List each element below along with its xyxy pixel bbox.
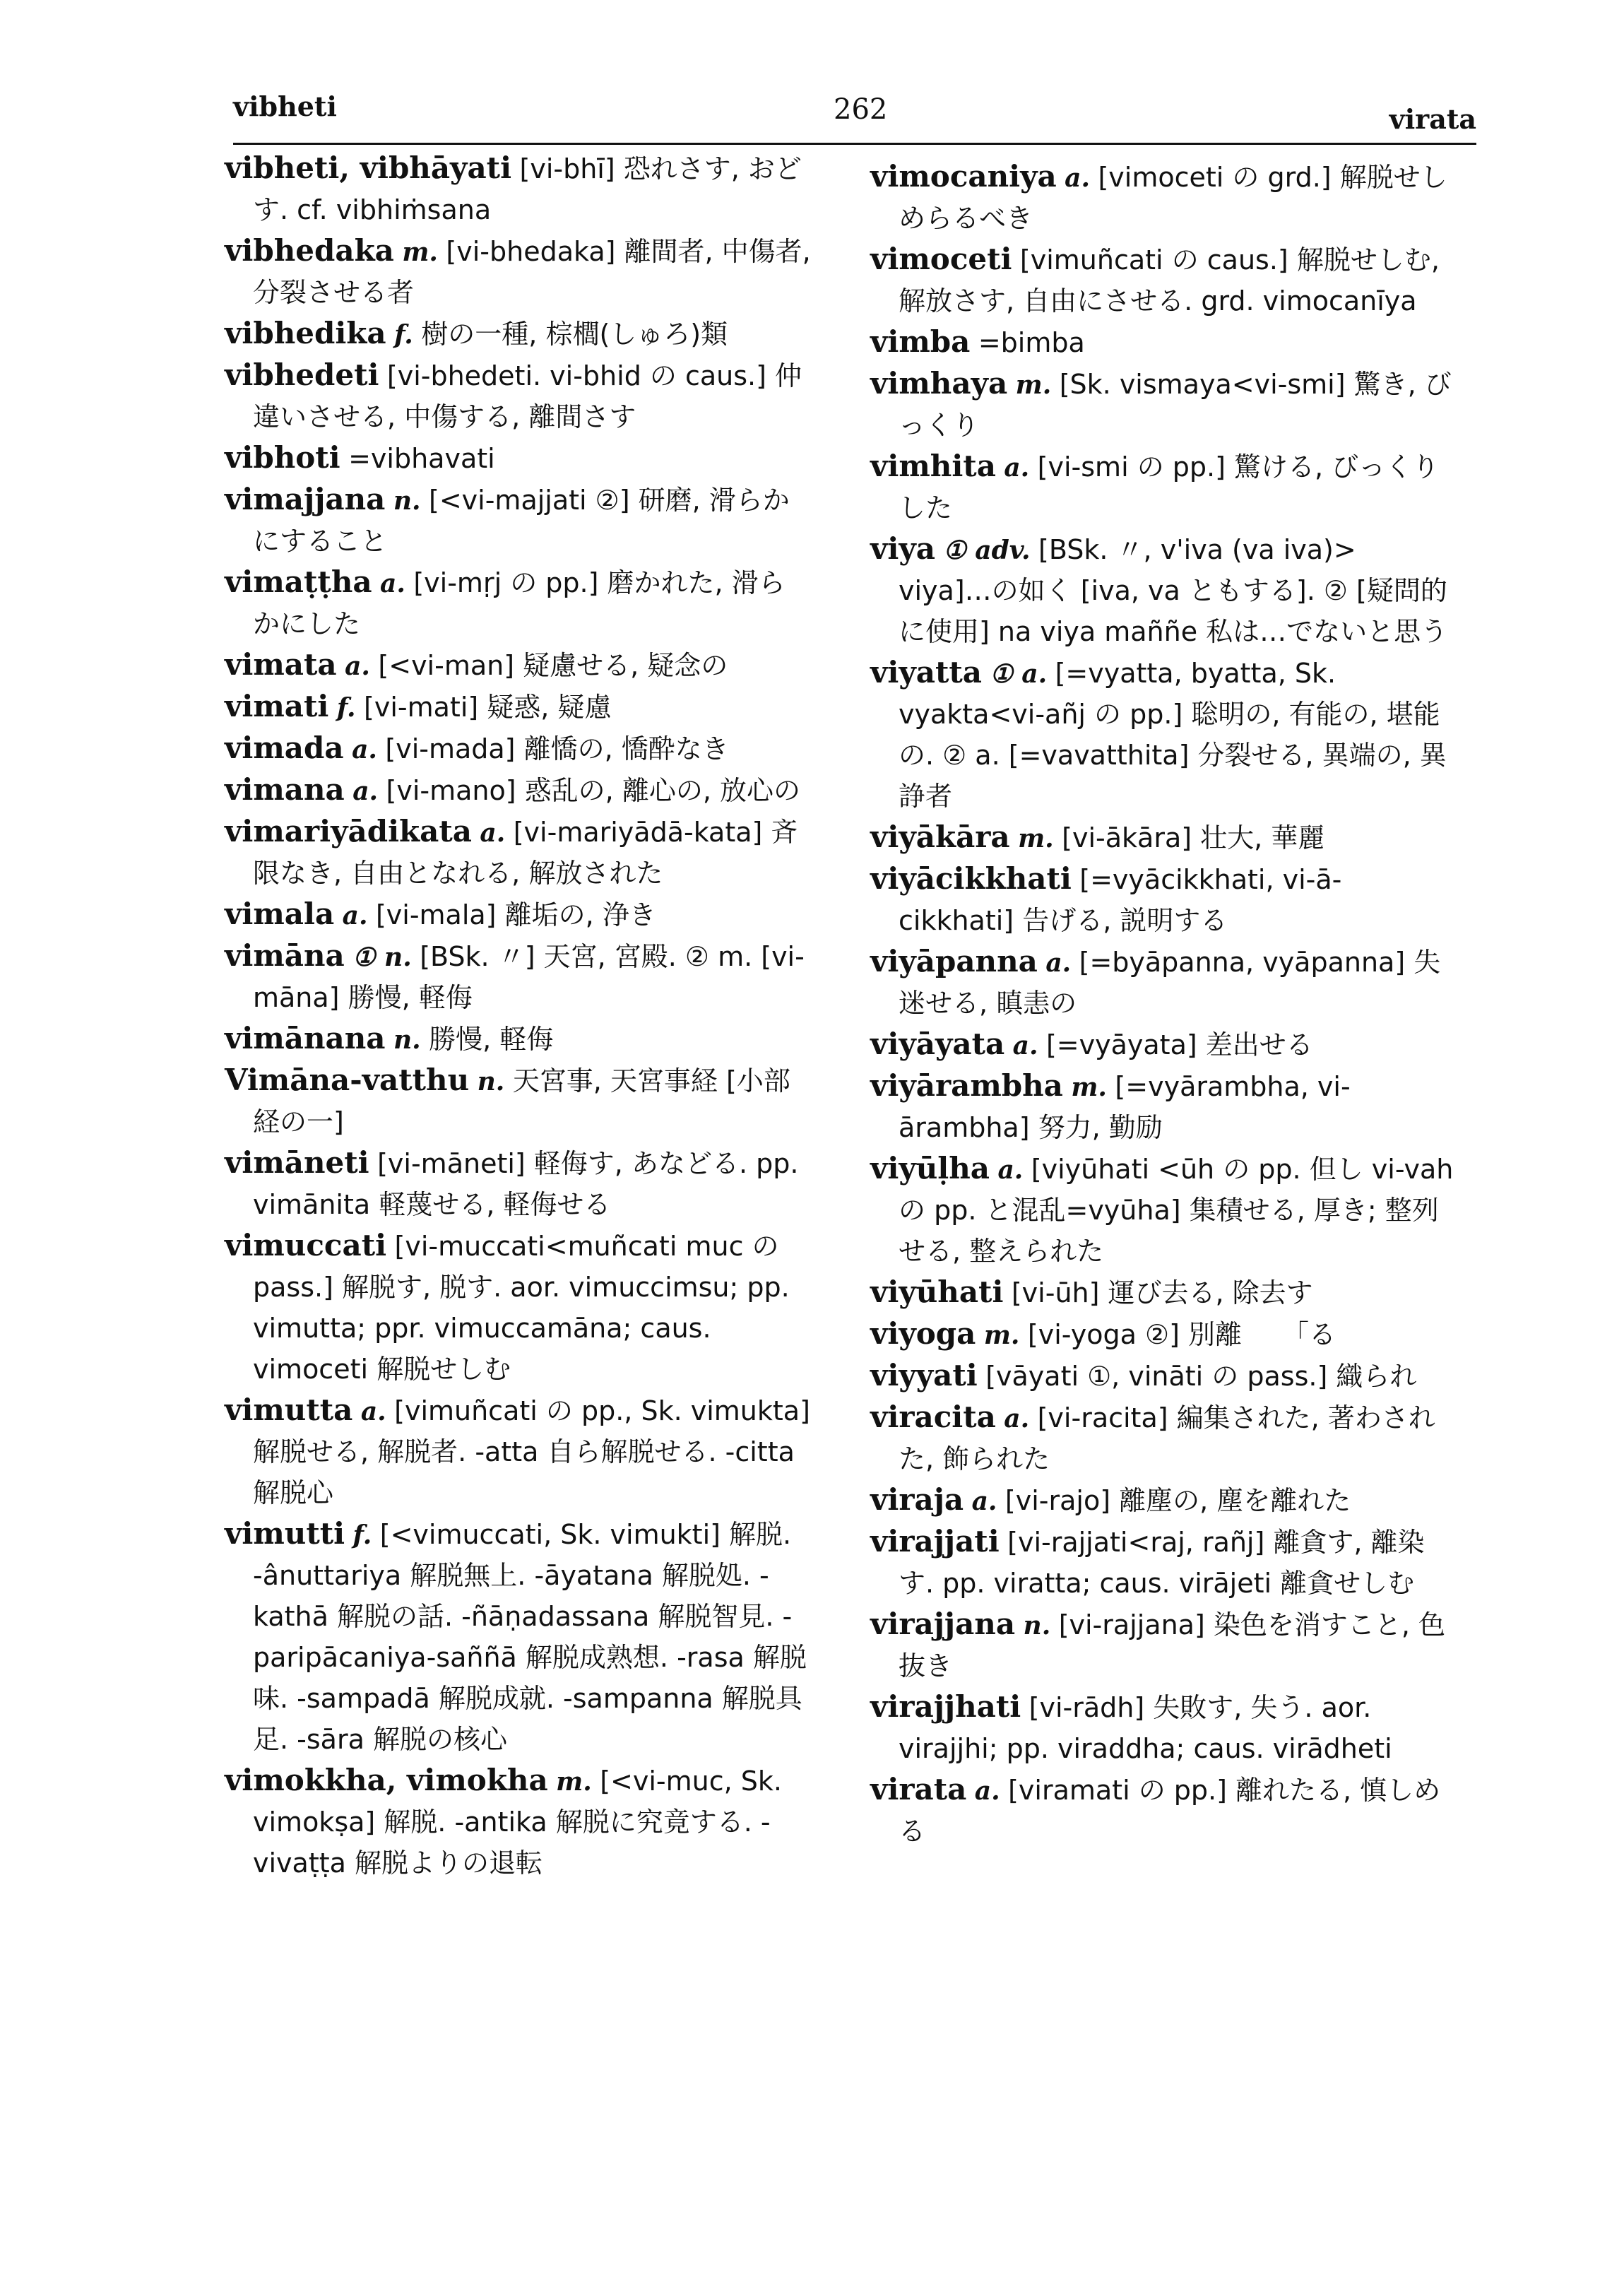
entry-headword: vimaṭṭha bbox=[225, 564, 372, 599]
entry-headword: vimoceti bbox=[870, 242, 1012, 276]
left-column bbox=[225, 148, 811, 1884]
entry-headword: vimānana bbox=[225, 1021, 386, 1056]
dictionary-entry bbox=[870, 1272, 1457, 1314]
header-rule bbox=[233, 143, 1476, 145]
entry-headword: vimāna bbox=[225, 938, 345, 973]
entry-headword: vimutti bbox=[225, 1516, 345, 1551]
entry-definition: [vi-ūh] 運び去る, 除去す bbox=[1011, 1277, 1313, 1308]
entry-definition: [=byāpanna, vyāpanna] 失迷せる, 瞋恚の bbox=[899, 947, 1441, 1019]
entry-headword: vibhedeti bbox=[225, 357, 379, 392]
dictionary-entry bbox=[225, 728, 811, 770]
entry-headword: viyārambha bbox=[870, 1068, 1063, 1103]
entry-grammar: a. bbox=[345, 651, 370, 681]
entry-grammar: n. bbox=[393, 1025, 421, 1055]
entry-grammar: a. bbox=[1004, 453, 1030, 483]
entry-definition: [vi-mariyādā-kata] 斉限なき, 自由となれる, 解放された bbox=[253, 817, 798, 889]
entry-headword: viyāpanna bbox=[870, 944, 1038, 979]
entry-grammar: m. bbox=[1071, 1072, 1107, 1102]
entry-definition: [=vyārambha, vi-ārambha] 努力, 勤励 bbox=[899, 1071, 1351, 1143]
entry-headword: vimada bbox=[225, 731, 344, 765]
entry-definition: [vi-mṛj の pp.] 磨かれた, 滑らかにした bbox=[253, 567, 786, 639]
dictionary-entry bbox=[225, 1143, 811, 1226]
entry-definition: [viramati の pp.] 離れたる, 慎しめる bbox=[899, 1775, 1441, 1847]
entry-definition: 勝慢, 軽侮 bbox=[429, 1024, 554, 1055]
entry-definition: [vi-ākāra] 壮大, 華麗 bbox=[1062, 822, 1325, 853]
dictionary-entry bbox=[225, 1019, 811, 1060]
entry-definition: [<vi-man] 疑慮せる, 疑念の bbox=[378, 650, 728, 681]
entry-definition: [BSk. 〃] 天宮, 宮殿. ② m. [vi-māna] 勝慢, 軽侮 bbox=[253, 941, 805, 1013]
dictionary-entry bbox=[870, 1480, 1457, 1522]
dictionary-entry bbox=[225, 355, 811, 438]
entry-definition: [vāyati ①, vināti の pass.] 織られ bbox=[985, 1361, 1417, 1392]
dictionary-entry bbox=[225, 645, 811, 687]
entry-definition: =vibhavati bbox=[348, 443, 495, 474]
entry-definition: [vimuñcati の caus.] 解脱せしむ, 解放さす, 自由にさせる. grd. vimocanīya bbox=[899, 244, 1440, 317]
entry-definition: [vi-smi の pp.] 驚ける, びっくりした bbox=[899, 451, 1440, 524]
entry-grammar: a. bbox=[997, 1155, 1024, 1185]
entry-headword: vimutta bbox=[225, 1393, 353, 1427]
dictionary-entry bbox=[225, 894, 811, 936]
entry-headword: virajjhati bbox=[870, 1689, 1021, 1724]
entry-headword: vibhoti bbox=[225, 440, 340, 475]
entry-headword: vimba bbox=[870, 324, 971, 359]
dictionary-entry bbox=[870, 1314, 1457, 1356]
entry-definition: [vi-mala] 離垢の, 浄き bbox=[375, 899, 656, 930]
dictionary-entry bbox=[870, 942, 1457, 1024]
dictionary-entry bbox=[870, 1604, 1457, 1687]
entry-grammar: a. bbox=[380, 569, 405, 598]
dictionary-entry bbox=[225, 1226, 811, 1390]
entry-definition: [vimuñcati の pp., Sk. vimukta] 解脱せる, 解脱者. -atta 自ら解脱せる. -citta 解脱心 bbox=[253, 1395, 810, 1508]
dictionary-entry bbox=[225, 231, 811, 314]
entry-headword: viyūhati bbox=[870, 1275, 1004, 1309]
entry-headword: viyācikkhati bbox=[870, 861, 1072, 896]
entry-grammar: a. bbox=[1045, 948, 1072, 978]
dictionary-entry bbox=[225, 812, 811, 894]
dictionary-entry bbox=[225, 770, 811, 812]
entry-headword: vimuccati bbox=[225, 1228, 387, 1263]
entry-grammar: a. bbox=[352, 776, 379, 806]
dictionary-entry bbox=[225, 314, 811, 355]
entry-headword: viyyati bbox=[870, 1358, 978, 1393]
entry-grammar: m. bbox=[983, 1320, 1020, 1350]
entry-headword: viyākāra bbox=[870, 820, 1010, 854]
entry-definition: [<vi-muc, Sk. vimokṣa] 解脱. -antika 解脱に究竟する. -vivaṭṭa 解脱よりの退転 bbox=[253, 1766, 782, 1879]
entry-headword: viya bbox=[870, 531, 935, 566]
entry-headword: vimhaya bbox=[870, 366, 1008, 401]
entry-definition: [Sk. vismaya<vi-smi] 驚き, びっくり bbox=[899, 369, 1452, 441]
entry-grammar: n. bbox=[477, 1067, 505, 1096]
entry-definition: [=vyācikkhati, vi-ā-cikkhati] 告げる, 説明する bbox=[899, 864, 1342, 936]
dictionary-entry bbox=[225, 480, 811, 562]
entry-definition: [<vimuccati, Sk. vimukti] 解脱. -ânuttariya 解脱無上. -āyatana 解脱処. -kathā 解脱の話. -ñāṇadassana 解脱智見. -paripācaniya-saññā 解脱成熟想. -rasa 解脱味. -sampadā 解脱成就. -sampanna 解脱具足. -sāra 解脱の核心 bbox=[253, 1519, 807, 1755]
entry-definition: [vimoceti の grd.] 解脱せしめらるべき bbox=[899, 162, 1447, 234]
dictionary-entry bbox=[225, 1514, 811, 1761]
dictionary-entry bbox=[225, 1761, 811, 1884]
entry-grammar: ① a. bbox=[990, 659, 1048, 689]
entry-headword: vimokkha, vimokha bbox=[225, 1763, 548, 1797]
entry-headword: Vimāna-vatthu bbox=[225, 1063, 470, 1097]
entry-grammar: m. bbox=[1015, 370, 1052, 400]
entry-headword: virata bbox=[870, 1772, 967, 1807]
entry-definition: 樹の一種, 棕櫚(しゅろ)類 bbox=[421, 319, 728, 350]
entry-headword: vibheti, vibhāyati bbox=[225, 150, 512, 185]
entry-definition: [vi-rajjana] 染色を消すこと, 色抜き bbox=[899, 1609, 1446, 1681]
dictionary-entry bbox=[870, 653, 1457, 817]
entry-headword: viyāyata bbox=[870, 1027, 1005, 1061]
entry-definition: [vi-muccati<muñcati muc の pass.] 解脱す, 脱す. aor. vimuccimsu; pp. vimutta; ppr. vimuccamāna; caus. vimoceti 解脱せしむ bbox=[253, 1231, 790, 1385]
page-number: 262 bbox=[834, 93, 888, 126]
entry-grammar: n. bbox=[393, 486, 421, 516]
dictionary-entry bbox=[870, 1024, 1457, 1066]
dictionary-entry bbox=[870, 1522, 1457, 1604]
entry-headword: vimala bbox=[225, 897, 335, 931]
entry-headword: vibhedika bbox=[225, 316, 386, 350]
entry-grammar: ① adv. bbox=[943, 536, 1031, 565]
dictionary-entry bbox=[870, 1066, 1457, 1149]
right-column bbox=[870, 157, 1457, 1852]
entry-definition: [vi-mada] 離憍の, 憍酔なき bbox=[385, 733, 729, 764]
entry-definition: [vi-bhedaka] 離間者, 中傷者, 分裂させる者 bbox=[253, 236, 811, 308]
dictionary-entry bbox=[225, 687, 811, 728]
dictionary-entry bbox=[225, 1390, 811, 1514]
entry-definition: [vi-bhedeti. vi-bhid の caus.] 仲違いさせる, 中傷する, 離間さす bbox=[253, 360, 802, 432]
dictionary-entry bbox=[870, 529, 1457, 653]
entry-grammar: m. bbox=[402, 237, 438, 267]
entry-definition: [vi-racita] 編集された, 著わされた, 飾られた bbox=[899, 1402, 1435, 1474]
entry-headword: vimāneti bbox=[225, 1145, 369, 1180]
entry-definition: [BSk. 〃, v'iva (va iva)> viya]…の如く [iva, va ともする]. ② [疑問的に使用] na viya maññe 私は…でないと思う bbox=[899, 534, 1448, 647]
dictionary-entry bbox=[870, 157, 1457, 240]
entry-definition: [vi-māneti] 軽侮す, あなどる. pp. vimānita 軽蔑せる, 軽侮せる bbox=[253, 1148, 799, 1220]
entry-headword: viraja bbox=[870, 1482, 964, 1517]
entry-definition: [<vi-majjati ②] 研磨, 滑らかにすること bbox=[253, 485, 790, 557]
entry-headword: vimocaniya bbox=[870, 159, 1057, 194]
running-head-left: vibheti bbox=[233, 90, 337, 122]
entry-definition: [vi-rādh] 失敗す, 失う. aor. virajjhi; pp. viraddha; caus. virādheti bbox=[899, 1692, 1392, 1764]
dictionary-entry bbox=[225, 936, 811, 1019]
entry-definition: [vi-mano] 惑乱の, 離心の, 放心の bbox=[386, 775, 800, 806]
entry-grammar: a. bbox=[352, 735, 377, 764]
dictionary-entry bbox=[870, 322, 1457, 364]
page-header bbox=[233, 83, 1476, 140]
dictionary-entry bbox=[225, 148, 811, 231]
dictionary-entry bbox=[225, 1060, 811, 1143]
entry-definition: [vi-rajjati<raj, rañj] 離貪す, 離染す. pp. viratta; caus. virājeti 離貪せしむ bbox=[899, 1527, 1425, 1599]
dictionary-entry bbox=[870, 364, 1457, 447]
entry-grammar: a. bbox=[480, 818, 506, 848]
entry-definition: [vi-rajo] 離塵の, 塵を離れた bbox=[1004, 1485, 1351, 1516]
dictionary-entry bbox=[870, 1687, 1457, 1770]
entry-headword: vimhita bbox=[870, 449, 996, 483]
entry-headword: viyatta bbox=[870, 655, 982, 690]
entry-headword: vimariyādikata bbox=[225, 814, 472, 849]
entry-definition: [=vyatta, byatta, Sk. vyakta<vi-añj の pp.] 聡明の, 有能の, 堪能の. ② a. [=vavatthita] 分裂せる, 異端の, 異諍者 bbox=[899, 658, 1447, 812]
entry-headword: virajjana bbox=[870, 1607, 1016, 1641]
entry-headword: vimana bbox=[225, 772, 345, 807]
entry-definition: =bimba bbox=[978, 327, 1085, 358]
entry-definition: [vi-mati] 疑惑, 疑慮 bbox=[364, 692, 612, 723]
entry-definition: [vi-bhī] 恐れさす, おどす. cf. vibhiṁsana bbox=[253, 153, 802, 225]
entry-grammar: a. bbox=[342, 901, 368, 930]
entry-grammar: m. bbox=[556, 1767, 592, 1797]
entry-headword: virajjati bbox=[870, 1524, 1000, 1559]
entry-grammar: m. bbox=[1018, 824, 1054, 853]
entry-grammar: f. bbox=[336, 693, 356, 723]
entry-grammar: f. bbox=[394, 320, 413, 350]
entry-headword: vimata bbox=[225, 647, 337, 682]
entry-grammar: a. bbox=[1004, 1404, 1030, 1433]
dictionary-entry bbox=[870, 1356, 1457, 1397]
entry-grammar: a. bbox=[974, 1776, 1000, 1806]
dictionary-entry bbox=[870, 859, 1457, 942]
entry-grammar: a. bbox=[360, 1397, 386, 1426]
dictionary-entry bbox=[870, 1149, 1457, 1272]
running-head-right: virata bbox=[1389, 103, 1476, 135]
entry-definition: [=vyāyata] 差出せる bbox=[1045, 1029, 1313, 1060]
entry-grammar: a. bbox=[1065, 163, 1091, 193]
entry-headword: viracita bbox=[870, 1400, 996, 1434]
dictionary-entry bbox=[870, 240, 1457, 322]
entry-headword: vimajjana bbox=[225, 482, 386, 516]
entry-headword: viyoga bbox=[870, 1316, 976, 1351]
entry-grammar: f. bbox=[352, 1520, 372, 1550]
dictionary-entry bbox=[870, 1770, 1457, 1852]
dictionary-entry bbox=[870, 817, 1457, 859]
dictionary-entry bbox=[225, 562, 811, 645]
entry-headword: viyūḷha bbox=[870, 1151, 990, 1186]
entry-definition: [viyūhati <ūh の pp. 但し vi-vah の pp. と混乱=vyūha] 集積せる, 厚き; 整列せる, 整えられた bbox=[899, 1154, 1454, 1267]
entry-headword: vibhedaka bbox=[225, 233, 394, 268]
entry-definition: 天宮事, 天宮事経 [小部経の一] bbox=[253, 1065, 790, 1137]
entry-grammar: a. bbox=[971, 1486, 997, 1516]
entry-grammar: ① n. bbox=[352, 942, 412, 972]
entry-grammar: n. bbox=[1023, 1611, 1051, 1640]
dictionary-entry bbox=[225, 438, 811, 480]
entry-grammar: a. bbox=[1012, 1031, 1038, 1060]
dictionary-entry bbox=[870, 447, 1457, 529]
entry-headword: vimati bbox=[225, 689, 329, 723]
entry-definition: [vi-yoga ②] 別離 「る bbox=[1027, 1319, 1336, 1350]
dictionary-entry bbox=[870, 1397, 1457, 1480]
